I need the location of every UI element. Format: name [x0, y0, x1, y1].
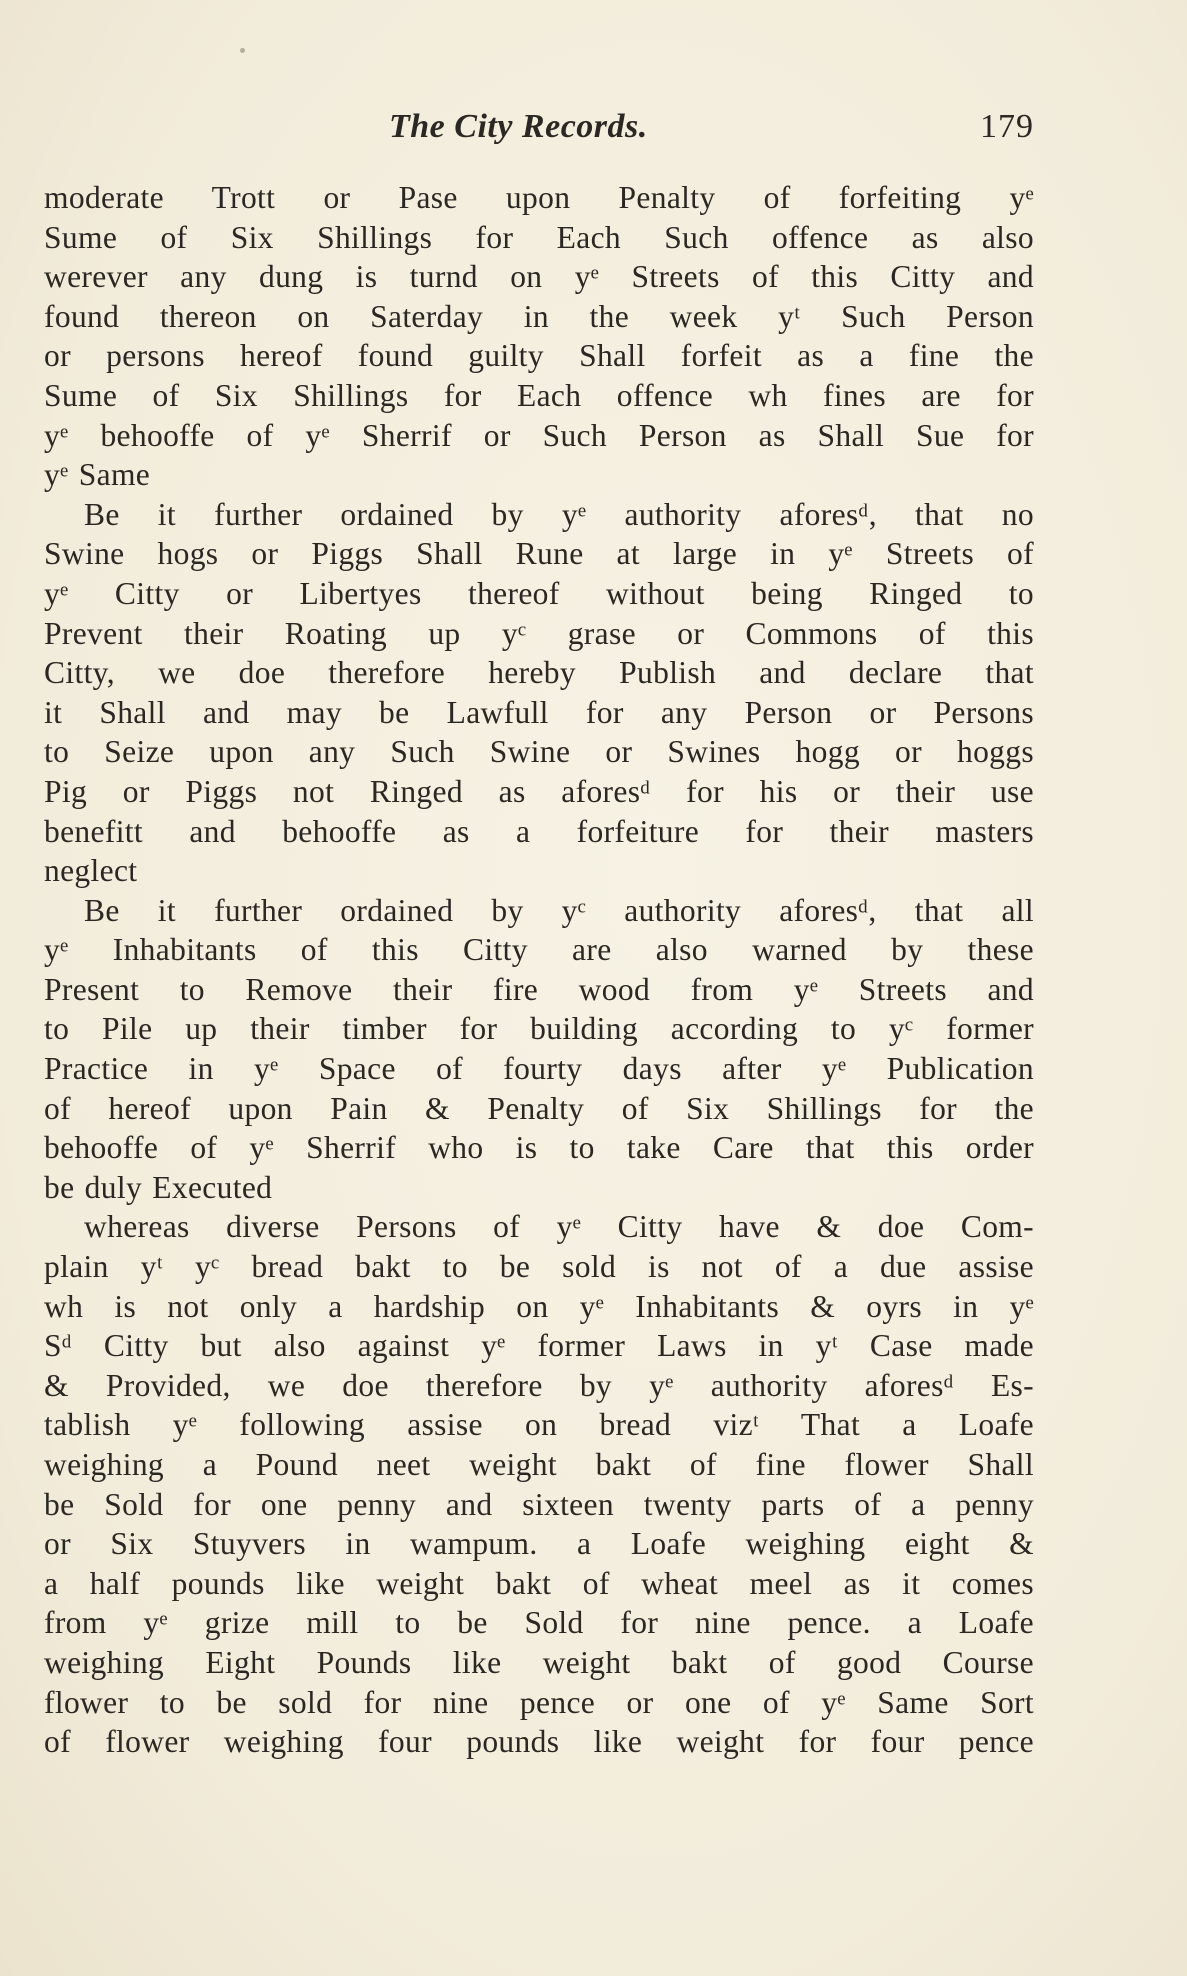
text-line: it Shall and may be Lawfull for any Person or Persons [44, 694, 1034, 730]
text-line: wh is not only a hardship on yᵉ Inhabitants & oyrs in yᵉ [44, 1288, 1034, 1324]
text-line: or Six Stuyvers in wampum. a Loafe weighing eight & [44, 1526, 1034, 1562]
text-line: yᵉ Inhabitants of this Citty are also warned by these [44, 932, 1034, 968]
text-line: Citty, we doe therefore hereby Publish and declare that [44, 655, 1034, 691]
page-header [44, 108, 1034, 148]
text-line: to Seize upon any Such Swine or Swines hogg or hoggs [44, 734, 1034, 770]
running-title: The City Records. [389, 108, 648, 145]
text-line: Be it further ordained by yᵉ authority aforesᵈ, that no [84, 496, 1034, 532]
text-line: tablish yᵉ following assise on bread vizᵗ That a Loafe [44, 1407, 1034, 1443]
text-line: benefitt and behooffe as a forfeiture for their masters [44, 813, 1034, 849]
text-line: Be it further ordained by yᶜ authority aforesᵈ, that all [84, 892, 1034, 928]
text-line: flower to be sold for nine pence or one of yᵉ Same Sort [44, 1684, 1034, 1720]
text-line: neglect [44, 853, 138, 889]
text-line: Swine hogs or Piggs Shall Rune at large in yᵉ Streets of [44, 536, 1034, 572]
text-line: or persons hereof found guilty Shall forfeit as a fine the [44, 338, 1034, 374]
text-line: weighing a Pound neet weight bakt of fine flower Shall [44, 1447, 1034, 1482]
text-line: Practice in yᵉ Space of fourty days after yᵉ Publication [44, 1051, 1034, 1087]
text-line: yᵉ Same [44, 457, 151, 493]
text-line: Sᵈ Citty but also against yᵉ former Laws in yᵗ Case made [44, 1328, 1034, 1364]
page-number: 179 [980, 108, 1034, 145]
text-line: of flower weighing four pounds like weight for four pence [44, 1724, 1034, 1760]
text-line: whereas diverse Persons of yᵉ Citty have & doe Com- [84, 1209, 1034, 1245]
text-line: found thereon on Saterday in the week yᵗ Such Person [44, 298, 1034, 334]
text-line: a half pounds like weight bakt of wheat meel as it comes [44, 1565, 1034, 1601]
text-line: Prevent their Roating up yᶜ grase or Commons of this [44, 615, 1034, 651]
text-line: plain yᵗ yᶜ bread bakt to be sold is not of a due assise [44, 1249, 1034, 1285]
text-line: yᵉ behooffe of yᵉ Sherrif or Such Person as Shall Sue for [44, 417, 1034, 453]
text-line: werever any dung is turnd on yᵉ Streets of this Citty and [44, 259, 1034, 295]
text-line: be Sold for one penny and sixteen twenty parts of a penny [44, 1486, 1034, 1522]
text-line: yᵉ Citty or Libertyes thereof without being Ringed to [44, 575, 1034, 611]
text-line: be duly Executed [44, 1169, 273, 1205]
text-line: behooffe of yᵉ Sherrif who is to take Care that this order [44, 1130, 1034, 1166]
text-line: from yᵉ grize mill to be Sold for nine pence. a Loafe [44, 1605, 1034, 1641]
body-text [44, 178, 1034, 1762]
text-line: of hereof upon Pain & Penalty of Six Shillings for the [44, 1090, 1034, 1126]
text-line: Sume of Six Shillings for Each Such offence as also [44, 219, 1034, 255]
text-line: moderate Trott or Pase upon Penalty of forfeiting yᵉ [44, 180, 1034, 215]
text-line: Pig or Piggs not Ringed as aforesᵈ for his or their use [44, 773, 1034, 809]
text-line: Present to Remove their fire wood from yᵉ Streets and [44, 971, 1034, 1007]
text-line: to Pile up their timber for building according to yᶜ former [44, 1011, 1034, 1047]
text-line: Sume of Six Shillings for Each offence wh fines are for [44, 377, 1034, 413]
page-speck [240, 48, 245, 53]
text-line: & Provided, we doe therefore by yᵉ authority aforesᵈ Es- [44, 1367, 1034, 1403]
text-line: weighing Eight Pounds like weight bakt of good Course [44, 1644, 1034, 1680]
